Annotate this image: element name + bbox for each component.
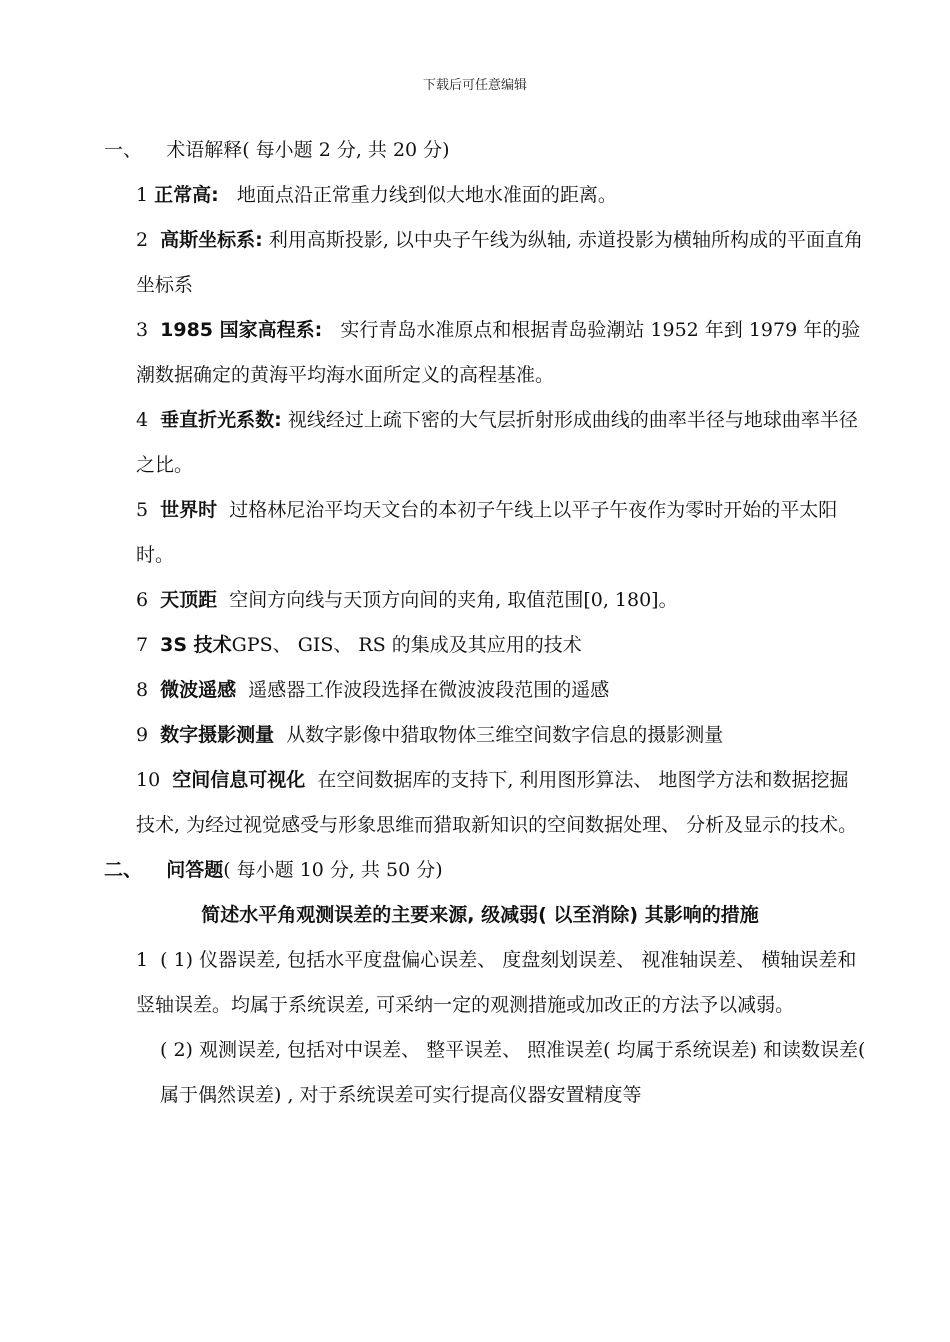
term-number: 8 [136,679,149,701]
section2-heading [104,848,866,893]
term-name: 正常高 [154,184,212,206]
term-name: 1985 国家高程系 [160,319,315,341]
header-note: 下载后可任意编辑 [422,78,527,93]
section1-title: 术语解释 [166,139,243,161]
term-name: 天顶距 [160,589,218,611]
term-separator: : [211,184,219,206]
term-number: 9 [136,724,149,746]
term-definition: 从数字影像中猎取物体三维空间数字信息的摄影测量 [286,724,724,746]
term-definition: 地面点沿正常重力线到似大地水准面的距离。 [236,184,617,206]
document-body [104,128,866,1118]
term-item-3 [104,308,866,398]
term-name: 数字摄影测量 [160,724,275,746]
term-separator: : [314,319,323,341]
term-number: 1 [136,184,149,206]
term-item-9 [104,713,866,758]
term-name: 世界时 [160,499,218,521]
term-name: 3S 技术 [160,634,232,656]
term-number: 6 [136,589,149,611]
term-item-2 [104,218,866,308]
term-number: 7 [136,634,149,656]
term-item-8 [104,668,866,713]
question1-part1 [104,938,866,1028]
answer-part2: ( 2) 观测误差, 包括对中误差、 整平误差、 照准误差( 均属于系统误差) 和读数误差( 属于偶然误差) , 对于系统误差可实行提高仪器安置精度等 [160,1039,866,1106]
section2-title: 问答题 [166,859,224,881]
term-item-5 [104,488,866,578]
term-number: 5 [136,499,149,521]
term-name: 高斯坐标系 [160,229,256,251]
term-definition: 实行青岛水准原点和根据青岛验潮站 1952 年到 1979 年的验潮数据确定的黄海平均海水面所定义的高程基准。 [136,319,861,386]
term-name: 垂直折光系数 [160,409,275,431]
term-item-1 [104,173,866,218]
question-number: 1 [136,949,149,971]
term-definition: 过格林尼治平均天文台的本初子午线上以平子午夜作为零时开始的平太阳时。 [136,499,838,566]
section2-number: 二、 [104,859,143,881]
term-item-6 [104,578,866,623]
question1-title: 简述水平角观测误差的主要来源, 级减弱( 以至消除) 其影响的措施 [201,904,759,926]
section1-note: ( 每小题 2 分, 共 20 分) [242,139,450,161]
term-definition: 利用高斯投影, 以中央子午线为纵轴, 赤道投影为横轴所构成的平面直角坐标系 [136,229,863,296]
section1-number: 一、 [104,139,143,161]
term-number: 3 [136,319,149,341]
term-separator: : [274,409,282,431]
term-item-7 [104,623,866,668]
term-name: 空间信息可视化 [172,769,306,791]
term-separator: : [255,229,263,251]
term-definition: 遥感器工作波段选择在微波波段范围的遥感 [248,679,610,701]
term-number: 4 [136,409,149,431]
term-item-4 [104,398,866,488]
term-name: 微波遥感 [160,679,237,701]
term-definition: 在空间数据库的支持下, 利用图形算法、 地图学方法和数据挖掘技术, 为经过视觉感受与形象思维而猎取新知识的空间数据处理、 分析及显示的技术。 [136,769,858,836]
question1-part2 [104,1028,866,1118]
term-definition: GPS、 GIS、 RS 的集成及其应用的技术 [231,634,582,656]
term-number: 2 [136,229,149,251]
term-number: 10 [136,769,161,791]
section1-heading [104,128,866,173]
term-definition: 视线经过上疏下密的大气层折射形成曲线的曲率半径与地球曲率半径之比。 [136,409,858,476]
term-item-10 [104,758,866,848]
answer-part1: ( 1) 仪器误差, 包括水平度盘偏心误差、 度盘刻划误差、 视准轴误差、 横轴误差和竖轴误差。均属于系统误差, 可采纳一定的观测措施或加改正的方法予以减弱。 [136,949,857,1016]
term-definition: 空间方向线与天顶方向间的夹角, 取值范围[0, 180]。 [229,589,678,611]
section2-note: ( 每小题 10 分, 共 50 分) [223,859,443,881]
